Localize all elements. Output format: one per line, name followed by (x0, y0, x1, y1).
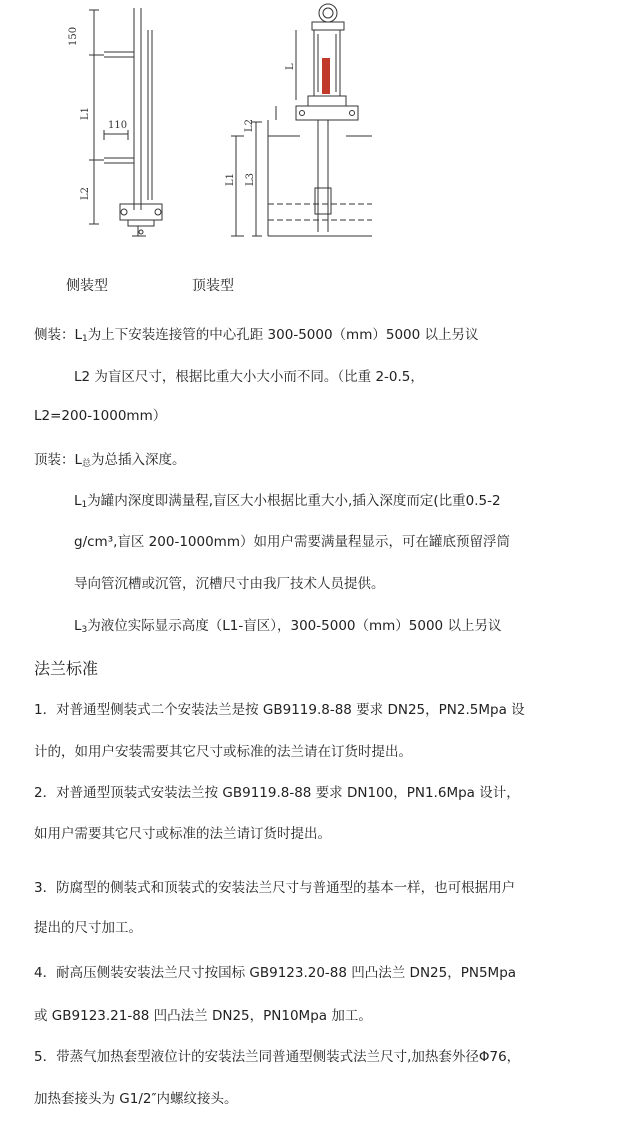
side-l1-sub: 1 (82, 334, 88, 344)
top-l-text: 为总插入深度。 (91, 452, 186, 468)
dim-top-l3: L3 (245, 172, 256, 186)
top-l3-line (74, 616, 630, 640)
flange-item-1-line1: 1．对普通型侧装式二个安装法兰是按 GB9119.8-88 要求 DN25，PN2.5Mpa 设 (34, 702, 525, 718)
top-l1-sub: 1 (81, 500, 88, 510)
flange-item-1-line2: 计的，如用户安装需要其它尺寸或标准的法兰请在订货时提出。 (34, 744, 412, 760)
dim-side-l2: L2 (80, 186, 91, 200)
dim-110: 110 (108, 120, 128, 131)
dim-top-l1: L1 (225, 172, 236, 186)
flange-item-5-line2: 加热套接头为 G1/2″内螺纹接头。 (34, 1091, 238, 1107)
top-l-sub: 总 (82, 459, 92, 469)
side-l1-text: 为上下安装连接管的中心孔距 300-5000（mm）5000 以上另议 (87, 327, 479, 343)
installation-drawing (0, 0, 630, 300)
side-l2-line: L2 为盲区尺寸，根据比重大小大小而不同。（比重 2-0.5， (74, 369, 424, 385)
side-l1-prefix: L (74, 327, 83, 343)
level-indicator-column (322, 58, 330, 94)
side-l2-range: L2=200-1000mm） (34, 408, 167, 424)
flange-item-3-line1: 3．防腐型的侧装式和顶装式的安装法兰尺寸与普通型的基本一样，也可根据用户 (34, 880, 516, 896)
flange-item-2-line1: 2．对普通型顶装式安装法兰按 GB9119.8-88 要求 DN100，PN1.6Mpa 设计， (34, 785, 520, 801)
top-label: 顶装： (34, 452, 75, 468)
top-l3-prefix: L (74, 618, 82, 634)
top-l3-sub: 3 (81, 625, 88, 635)
top-l3-text: 为液位实际显示高度（L1-盲区），300-5000（mm）5000 以上另议 (87, 618, 502, 634)
top-l-line (34, 450, 630, 474)
flange-item-4-line2: 或 GB9123.21-88 凹凸法兰 DN25，PN10Mpa 加工。 (34, 1008, 372, 1024)
top-l1-line3: 导向管沉槽或沉管，沉槽尺寸由我厂技术人员提供。 (74, 576, 385, 592)
top-l1-prefix: L (74, 493, 82, 509)
flange-item-4-line1: 4．耐高压侧装安装法兰尺寸按国标 GB9123.20-88 凹凸法兰 DN25，PN5Mpa (34, 965, 517, 981)
side-label: 侧装： (34, 327, 75, 343)
top-l1-line (74, 491, 630, 515)
top-l1-text: 为罐内深度即满量程,盲区大小根据比重大小,插入深度而定(比重0.5-2 (87, 493, 501, 509)
flange-item-2-line2: 如用户需要其它尺寸或标准的法兰请订货时提出。 (34, 826, 331, 842)
dim-150: 150 (68, 26, 79, 46)
flange-heading: 法兰标准 (34, 659, 99, 678)
flange-item-5-line1: 5．带蒸气加热套型液位计的安装法兰同普通型侧装式法兰尺寸,加热套外径Φ76， (34, 1049, 521, 1065)
caption-top-mount: 顶装型 (192, 278, 234, 294)
top-l-prefix: L (74, 452, 83, 468)
top-l1-line2: g/cm³,盲区 200-1000mm）如用户需要满量程显示，可在罐底预留浮筒 (74, 534, 510, 550)
flange-item-3-line2: 提出的尺寸加工。 (34, 920, 142, 936)
dim-top-l: L (285, 63, 296, 70)
caption-side-mount: 侧装型 (66, 278, 108, 294)
side-l1-line (34, 325, 630, 349)
dim-side-l1: L1 (80, 106, 91, 120)
dim-top-l2: L2 (244, 118, 255, 132)
